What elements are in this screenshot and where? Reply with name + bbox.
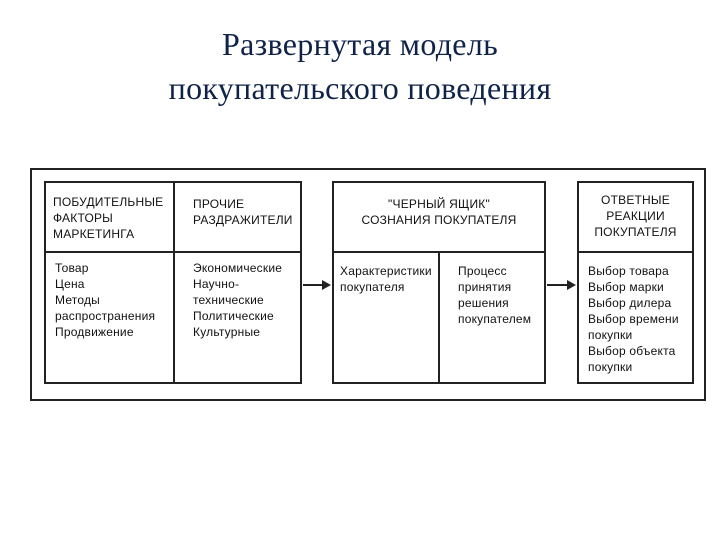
black-box-header: "ЧЕРНЫЙ ЯЩИК" СОЗНАНИЯ ПОКУПАТЕЛЯ (361, 197, 517, 227)
list-item: Культурные (193, 325, 261, 339)
list-item: Выбор времени (588, 312, 679, 326)
list-item: Политические (193, 309, 274, 323)
arrow-stimuli-to-blackbox (303, 280, 331, 290)
arrow-blackbox-to-responses (547, 280, 576, 290)
title-line-2: покупательского поведения (168, 70, 552, 106)
list-item: Методы (55, 293, 101, 307)
list-item: Выбор дилера (588, 296, 672, 310)
list-item: Экономические (193, 261, 283, 275)
list-item: Продвижение (55, 325, 134, 339)
list-item: Выбор объекта (588, 344, 676, 358)
list-item: технические (193, 293, 264, 307)
list-item: Выбор марки (588, 280, 664, 294)
title-line-1: Развернутая модель (222, 26, 498, 62)
list-item: Товар (55, 261, 89, 275)
decision-process: Процесс принятия решения покупателем (458, 264, 532, 326)
list-item: Цена (55, 277, 85, 291)
other-stimuli-header: ПРОЧИЕ РАЗДРАЖИТЕЛИ (193, 197, 293, 227)
marketing-factors-header: ПОБУДИТЕЛЬНЫЕ ФАКТОРЫ МАРКЕТИНГА (53, 195, 164, 241)
buyer-characteristics: Характеристики покупателя (340, 264, 432, 294)
list-item: покупки (588, 328, 633, 342)
list-item: покупки (588, 360, 633, 374)
list-item: Выбор товара (588, 264, 669, 278)
list-item: распространения (55, 309, 156, 323)
list-item: Научно- (193, 277, 240, 291)
responses-header: ОТВЕТНЫЕ РЕАКЦИИ ПОКУПАТЕЛЯ (594, 193, 677, 239)
